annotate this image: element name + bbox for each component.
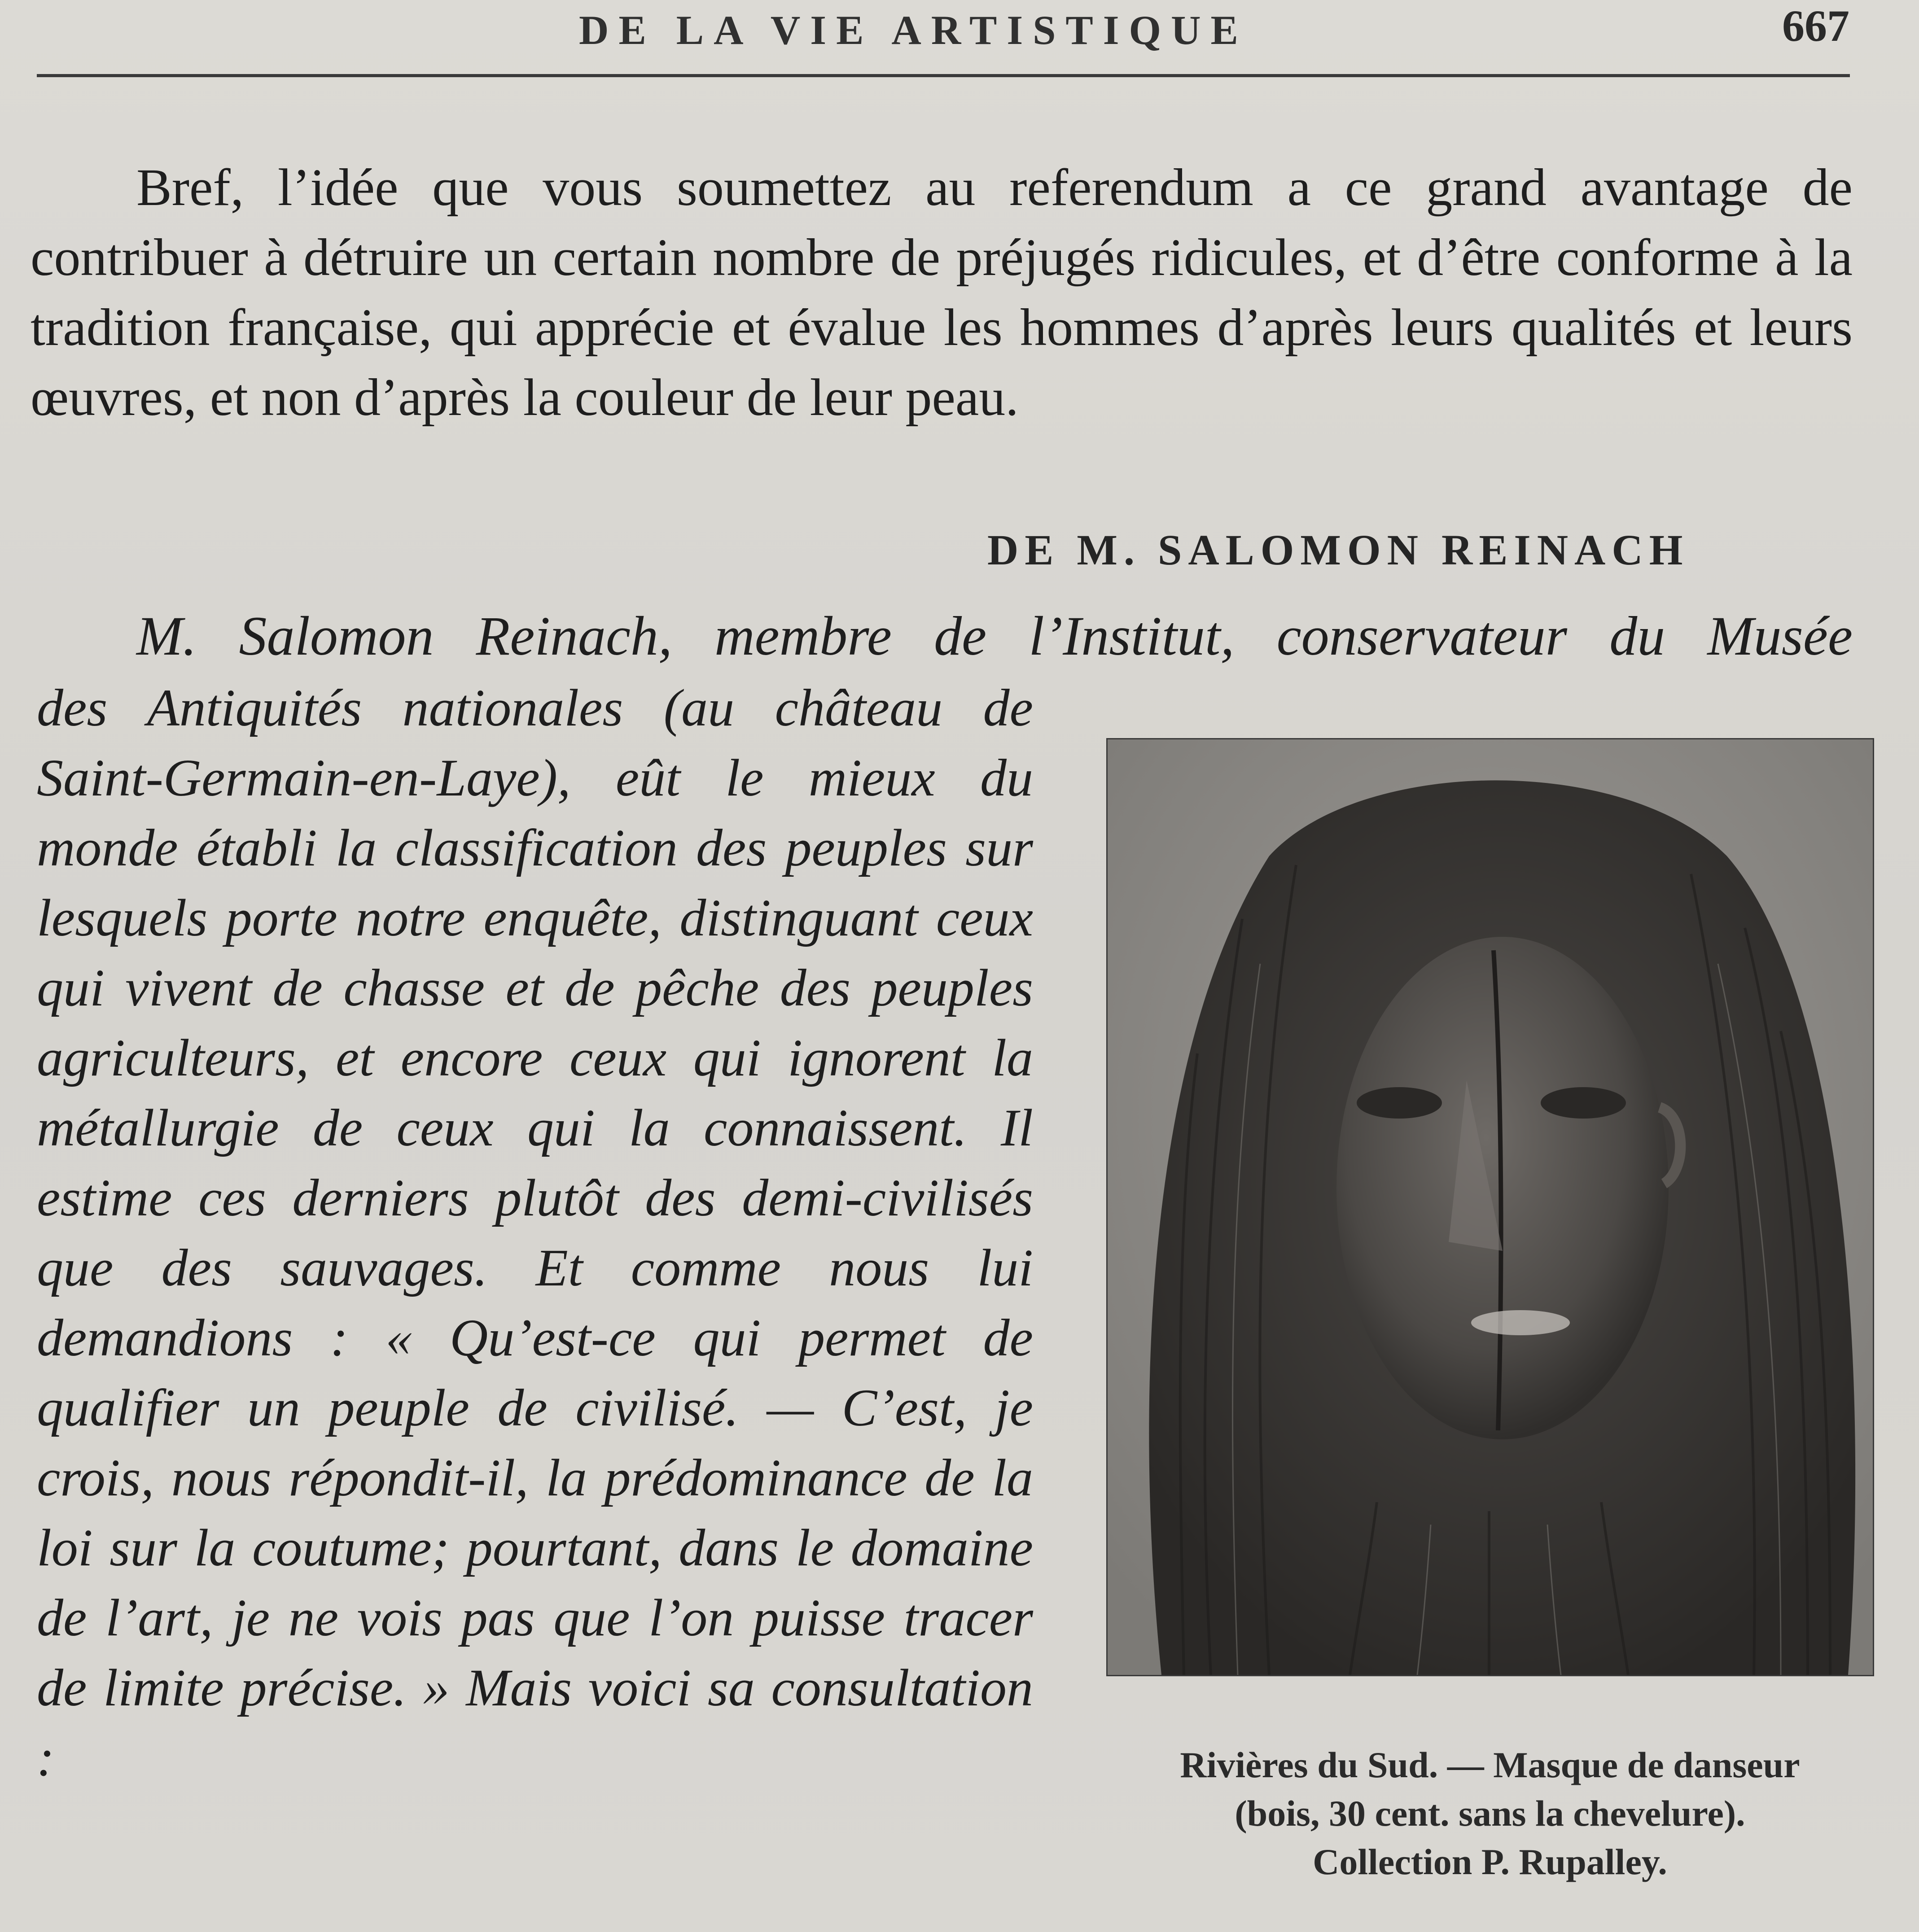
mask-photograph <box>1106 738 1874 1676</box>
intro-italic-line: M. Salomon Reinach, membre de l’Institut, conservateur du Musée <box>136 605 1853 667</box>
caption-line-3: Collection P. Rupalley. <box>1313 1841 1667 1882</box>
section-heading: DE M. SALOMON REINACH <box>987 526 1689 574</box>
paragraph-bref: Bref, l’idée que vous soumettez au referendum a ce grand avantage de contribuer à détruire un certain nombre de préjugés ridicules, et d’être conforme à la tradition française, qui apprécie et évalue les hommes d’après leurs qualités et leurs œuvres, et non d’après la couleur de leur peau. <box>31 158 1853 427</box>
page-number: 667 <box>1782 1 1849 51</box>
running-head: DE LA VIE ARTISTIQUE <box>579 7 1248 53</box>
caption-line-2: (bois, 30 cent. sans la chevelure). <box>1235 1793 1745 1834</box>
header-rule <box>37 74 1850 77</box>
figure-caption <box>1086 1741 1894 1886</box>
dancer-mask-image <box>1108 739 1873 1675</box>
italic-column-text: des Antiquités nationales (au château de Saint-Germain-en-Laye), eût le mieux du monde établi la classification des peuples sur lesquels porte notre enquête, distinguant ceux qui vivent de chasse et de pêche des peuples agriculteurs, et encore ceux qui ignorent la métallurgie de ceux qui la connaissent. Il estime ces derniers plutôt des demi-civilisés que des sauvages. Et comme nous lui demandions : « Qu’est-ce qui permet de qualifier un peuple de civilisé. — C’est, je crois, nous répondit-il, la prédominance de la loi sur la coutume; pourtant, dans le domaine de l’art, je ne vois pas que l’on puisse tracer de limite précise. » Mais voici sa consultation : <box>37 678 1033 1787</box>
caption-line-1: Rivières du Sud. — Masque de danseur <box>1180 1744 1800 1785</box>
